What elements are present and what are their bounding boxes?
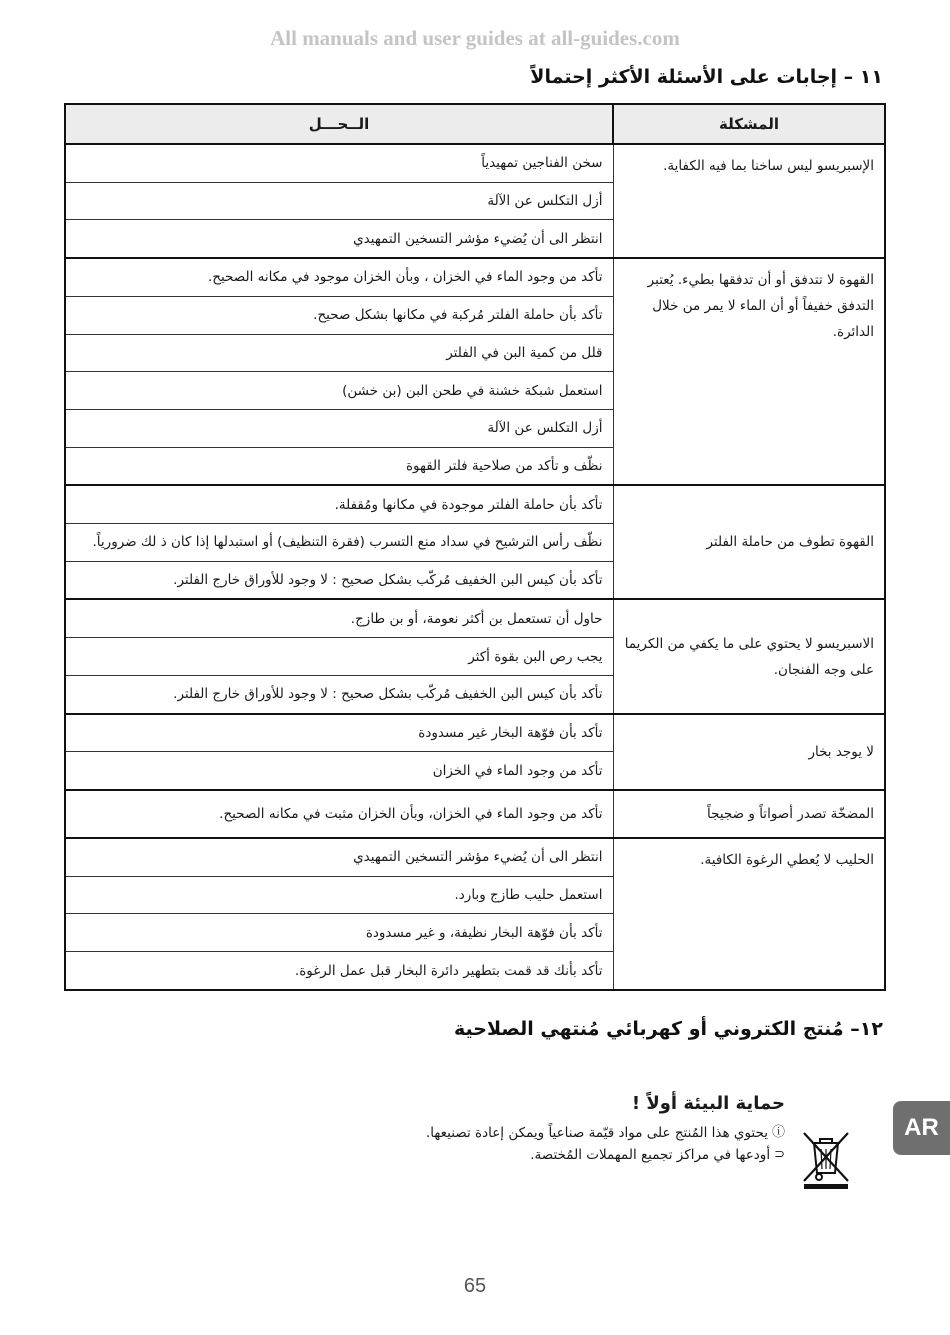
solution-cell: نظّف و تأكد من صلاحية فلتر القهوة	[65, 447, 613, 485]
table-row	[65, 144, 885, 182]
table-row	[65, 714, 885, 752]
environment-line	[365, 1144, 785, 1166]
environment-notice	[365, 1093, 785, 1166]
solution-cell: استعمل حليب طازج وبارد.	[65, 876, 613, 914]
problem-cell: لا يوجد بخار	[613, 714, 885, 790]
table-row	[65, 790, 885, 838]
problem-cell: القهوة لا تتدفق أو أن تدفقها بطيء. يُعتبر التدفق خفيفاً أو أن الماء لا يمر من خلال الدائرة.	[613, 258, 885, 485]
problem-cell: القهوة تطوف من حاملة الفلتر	[613, 485, 885, 599]
solution-cell: أزل التكلس عن الآلة	[65, 182, 613, 220]
solution-cell: تأكد بأن فوّهة البخار غير مسدودة	[65, 714, 613, 752]
problem-cell: المضخّة تصدر أصواتاً و ضجيجاً	[613, 790, 885, 838]
solution-cell: تأكد بأن كيس البن الخفيف مُركّب بشكل صحيح : لا وجود للأوراق خارج الفلتر.	[65, 675, 613, 713]
solution-cell: تأكد بأن فوّهة البخار نظيفة، و غير مسدودة	[65, 914, 613, 952]
solution-cell: أزل التكلس عن الآلة	[65, 409, 613, 447]
solution-cell: تأكد بأن حاملة الفلتر موجودة في مكانها ومُقفلة.	[65, 485, 613, 523]
language-tab-ar: AR	[893, 1101, 950, 1155]
environment-text: أودعها في مراكز تجميع المهملات المُختصة.	[530, 1147, 771, 1163]
table-row	[65, 485, 885, 523]
solution-column-header: الــحـــل	[65, 104, 613, 144]
table-header-row	[65, 104, 885, 144]
crossed-out-wheelie-bin-icon	[798, 1127, 854, 1189]
problem-column-header: المشكلة	[613, 104, 885, 144]
info-icon: ⓘ	[771, 1125, 785, 1140]
table-row	[65, 258, 885, 296]
environment-line	[365, 1122, 785, 1144]
section-12-title: ١٢– مُنتج الكتروني أو كهربائي مُنتهي الصلاحية	[454, 1018, 883, 1040]
table-row	[65, 838, 885, 876]
recycle-icon: ⊂	[774, 1147, 785, 1162]
solution-cell: تأكد من وجود الماء في الخزان، وبأن الخزان مثبت في مكانه الصحيح.	[65, 790, 613, 838]
solution-cell: نظّف رأس الترشيح في سداد منع التسرب (فقرة التنظيف) أو استبدلها إذا كان ذ لك ضرورياً.	[65, 524, 613, 562]
page-number: 65	[463, 1275, 487, 1297]
section-11-title: ١١ – إجابات على الأسئلة الأكثر إحتمالاً	[530, 66, 883, 88]
solution-cell: انتظر الى أن يُضيء مؤشر التسخين التمهيدي	[65, 220, 613, 258]
solution-cell: سخن الفناجين تمهيدياً	[65, 144, 613, 182]
problem-cell: الاسبريسو لا يحتوي على ما يكفي من الكريما على وجه الفنجان.	[613, 599, 885, 713]
environment-title: حماية البيئة أولاً !	[631, 1093, 785, 1114]
table-row	[65, 599, 885, 637]
environment-text: يحتوي هذا المُنتج على مواد قيّمة صناعياً ويمكن إعادة تصنيعها.	[426, 1125, 768, 1141]
troubleshooting-table	[64, 103, 886, 991]
solution-cell: استعمل شبكة خشنة في طحن البن (بن خشن)	[65, 372, 613, 410]
solution-cell: تأكد من وجود الماء في الخزان ، وبأن الخزان موجود في مكانه الصحيح.	[65, 258, 613, 296]
watermark: All manuals and user guides at all-guides.com	[270, 26, 680, 50]
solution-cell: تأكد بأن حاملة الفلتر مُركبة في مكانها بشكل صحيح.	[65, 296, 613, 334]
solution-cell: انتظر الى أن يُضيء مؤشر التسخين التمهيدي	[65, 838, 613, 876]
problem-cell: الحليب لا يُعطي الرغوة الكافية.	[613, 838, 885, 990]
solution-cell: تأكد بأنك قد قمت بتطهير دائرة البخار قبل عمل الرغوة.	[65, 952, 613, 990]
solution-cell: حاول أن تستعمل بن أكثر نعومة، أو بن طازج.	[65, 599, 613, 637]
solution-cell: تأكد بأن كيس البن الخفيف مُركّب بشكل صحيح : لا وجود للأوراق خارج الفلتر.	[65, 561, 613, 599]
solution-cell: تأكد من وجود الماء في الخزان	[65, 752, 613, 790]
solution-cell: قلل من كمية البن في الفلتر	[65, 334, 613, 372]
solution-cell: يجب رص البن بقوة أكثر	[65, 638, 613, 676]
problem-cell: الإسبريسو ليس ساخنا بما فيه الكفاية.	[613, 144, 885, 258]
